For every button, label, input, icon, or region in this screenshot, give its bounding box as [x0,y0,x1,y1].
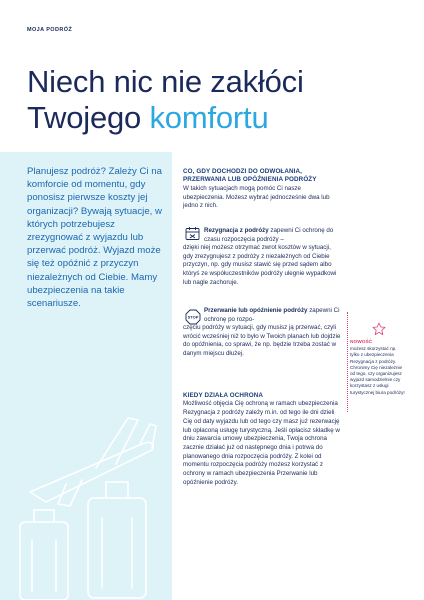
section-heading: CO, GDY DOCHODZI DO ODWOŁANIA, PRZERWANIA LUB OPÓŹNIENIA PODRÓŻY [183,168,317,184]
star-icon [372,322,386,336]
insurance-name: Rezygnacja z podróży [204,227,269,234]
side-note-body: możesz skorzystać np. tylko z ubezpieczenia Rezygnacja z podróży. Chronimy Cię niezależnie od tego, czy organizujesz wyjazd samodzielnie czy korzystasz z usługi turystycznej biura podróży! [350,346,405,395]
cancellation-insurance-body: dzięki niej możesz otrzymać zwrot kosztów w sytuacji, gdy zrezygnujesz z podróży z niezależnych od Ciebie przyczyn, np. gdy musisz stawić się przed sądem albo któryś ze współuczestników podróży ulegnie wypadkowi lub nagle zachoruje. [183,244,337,286]
suitcase-icon [20,482,146,600]
interruption-insurance-intro [204,307,342,324]
insurance-name: Przerwanie lub opóźnienie podróży [204,307,308,314]
airplane-icon [30,418,156,506]
side-note [350,340,406,396]
svg-text:STOP: STOP [187,314,199,320]
side-divider [347,312,348,412]
cancellation-insurance-intro [204,227,342,244]
section-body: Możliwość objęcia Cię ochroną w ramach ubezpieczenia Rezygnacja z podróży zależy m.in. od tego ile dni dzieli Cię od daty wyjazdu lub od tego czy masz już rezerwację lub opłaconą usługę turystyczną. Jeśli opłacisz składkę w dniu zawarcia umowy ubezpieczenia, Twoja ochrona zacznie działać już od następnego dnia i potrwa do planowanego dnia rozpoczęcia podróży. Z kolei od momentu rozpoczęcia podróży możesz korzystać z ochrony w ramach ubezpieczenia Przerwanie lub opóźnienie podróży. [183,400,340,486]
section-cancellation [183,168,341,211]
title-line-2-prefix: Twojego [27,100,150,135]
calendar-icon [184,225,202,243]
section-heading: KIEDY DZIAŁA OCHRONA [183,392,264,399]
title-line-1: Niech nic nie zakłóci [27,64,304,99]
intro-text: Planujesz podróż? Zależy Ci na komforcie od momentu, gdy ponosisz pierwsze koszty jej organizacji? Bywają sytuacje, w których potrzebujesz zrezygnować z wyjazdu lub przerwać podróż. Wyjazd może się też opóźnić z przyczyn niezależnych od Ciebie. Mamy ubezpieczenia na takie scenariusze. [27,166,162,310]
insurance-desc: zapewni Ci ochronę po rozpo- [204,307,340,323]
side-note-heading: NOWOŚĆ [350,340,373,345]
page-title [27,64,407,136]
section-label: MOJA PODRÓŻ [27,27,73,33]
interruption-insurance-body: częciu podróży w sytuacji, gdy musisz ją przerwać, czyli wrócić wcześniej niż to było w Twoich planach lub dojdzie do opóźnienia, co sprawi, że np. będzie trzeba zostać w danym miejscu dłużej. [183,324,341,358]
section-body: W takich sytuacjach mogą pomóc Ci nasze ubezpieczenia. Możesz wybrać jednocześnie dwa lub jedno z nich. [183,184,330,210]
insurance-desc: zapewni Ci ochronę do czasu rozpoczęcia podróży – [204,227,334,243]
section-protection-timing [183,392,341,487]
title-accent: komfortu [149,100,269,135]
